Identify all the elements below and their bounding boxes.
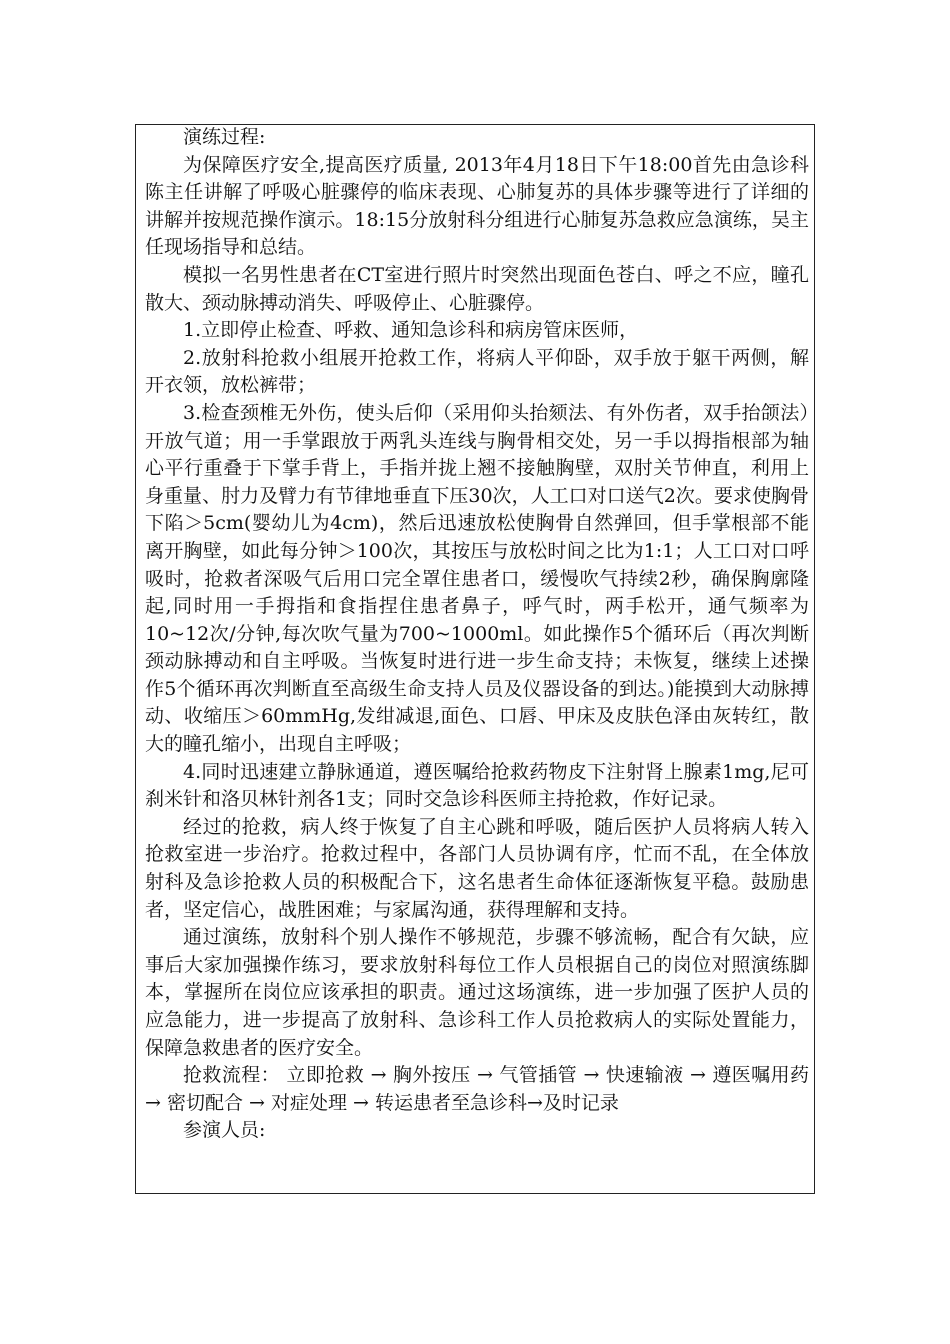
- participants-label: 参演人员:: [183, 1119, 266, 1142]
- paragraph-intro: 为保障医疗安全,提高医疗质量, 2013年4月18日下午18:00首先由急诊科陈主任讲解了呼吸心脏骤停的临床表现、心肺复苏的具体步骤等进行了详细的讲解并按规范操作演示。18:15分放射科分组进行心肺复苏急救应急演练，吴主任现场指导和总结。: [145, 153, 809, 259]
- paragraph-step-3: 3.检查颈椎无外伤，使头后仰（采用仰头抬颏法、有外伤者，双手抬颌法）开放气道；用一手掌跟放于两乳头连线与胸骨相交处，另一手以拇指根部为轴心平行重叠于下掌手背上，手指并拢上翘不接触胸壁，双肘关节伸直，利用上身重量、肘力及臂力有节律地垂直下压30次，人工口对口送气2次。要求使胸骨下陷＞5cm(婴幼儿为4cm)，然后迅速放松使胸骨自然弹回，但手掌根部不能离开胸壁，如此每分钟＞100次，其按压与放松时间之比为1:1；人工口对口呼吸时，抢救者深吸气后用口完全罩住患者口，缓慢吹气持续2秒，确保胸廓隆起,同时用一手拇指和食指捏住患者鼻子，呼气时，两手松开，通气频率为10~12次/分钟,每次吹气量为700~1000ml。如此操作5个循环后（再次判断颈动脉搏动和自主呼吸。当恢复时进行进一步生命支持；未恢复，继续上述操作5个循环再次判断直至高级生命支持人员及仪器设备的到达。)能摸到大动脉搏动、收缩压＞60mmHg,发绀减退,面色、口唇、甲床及皮肤色泽由灰转红，散大的瞳孔缩小，出现自主呼吸；: [145, 401, 809, 756]
- paragraph-step-2: 2.放射科抢救小组展开抢救工作，将病人平仰卧，双手放于躯干两侧，解开衣领，放松裤带；: [145, 346, 809, 397]
- paragraph-step-1: 1.立即停止检查、呼救、通知急诊科和病房管床医师，: [183, 319, 639, 342]
- paragraph-scenario: 模拟一名男性患者在CT室进行照片时突然出现面色苍白、呼之不应，瞳孔散大、颈动脉搏动消失、呼吸停止、心脏骤停。: [145, 263, 809, 314]
- paragraph-summary: 通过演练，放射科个别人操作不够规范，步骤不够流畅，配合有欠缺，应事后大家加强操作练习，要求放射科每位工作人员根据自己的岗位对照演练脚本，掌握所在岗位应该承担的职责。通过这场演练，进一步加强了医护人员的应急能力，进一步提高了放射科、急诊科工作人员抢救病人的实际处置能力，保障急救患者的医疗安全。: [145, 926, 809, 1059]
- section-heading: 演练过程:: [183, 126, 266, 148]
- paragraph-step-4: 4.同时迅速建立静脉通道，遵医嘱给抢救药物皮下注射肾上腺素1mg,尼可刹米针和洛贝林针剂各1支；同时交急诊科医师主持抢救，作好记录。: [145, 760, 809, 811]
- rescue-flow: 抢救流程： 立即抢救 → 胸外按压 → 气管插管 → 快速输液 → 遵医嘱用药 → 密切配合 → 对症处理 → 转运患者至急诊科→及时记录: [145, 1064, 809, 1114]
- paragraph-outcome: 经过的抢救，病人终于恢复了自主心跳和呼吸，随后医护人员将病人转入抢救室进一步治疗。抢救过程中，各部门人员协调有序，忙而不乱，在全体放射科及急诊抢救人员的积极配合下，这名患者生命体征逐渐恢复平稳。鼓励患者，坚定信心，战胜困难；与家属沟通，获得理解和支持。: [145, 815, 809, 921]
- document-body: [145, 124, 809, 1145]
